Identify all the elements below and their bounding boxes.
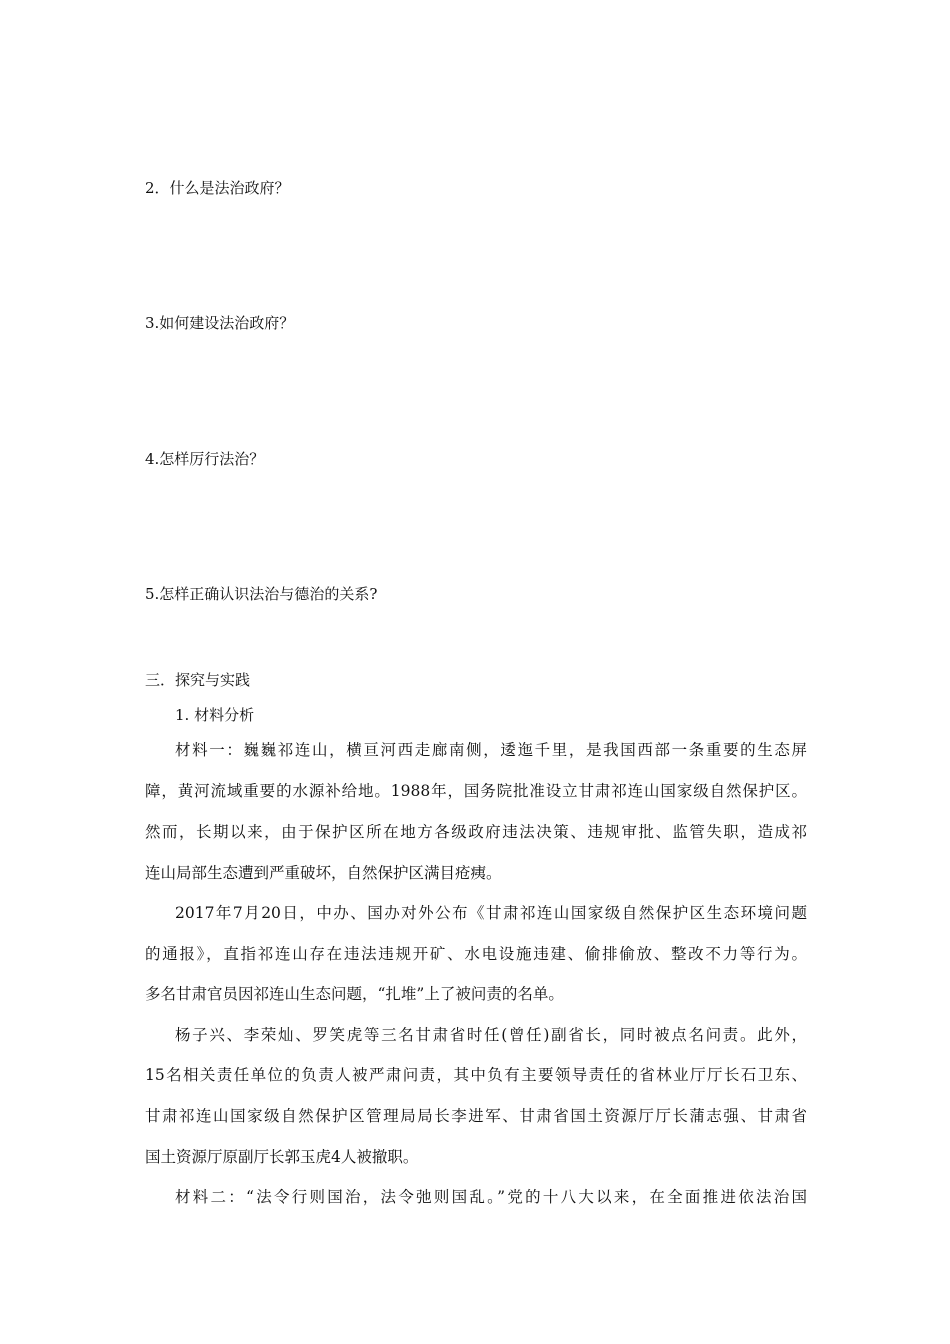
section-subtitle: 1. 材料分析 xyxy=(175,706,255,724)
question-3: 3.如何建设法治政府？ xyxy=(145,314,295,332)
paragraph-3-line-1: 杨子兴、李荣灿、罗笑虎等三名甘肃省时任(曾任)副省长，同时被点名问责。此外， xyxy=(175,1026,807,1044)
question-2: 2．什么是法治政府？ xyxy=(145,179,290,197)
section-title: 三．探究与实践 xyxy=(145,671,251,689)
paragraph-2-line-2: 的通报》，直指祁连山存在违法违规开矿、水电设施违建、偷排偷放、整改不力等行为。 xyxy=(145,945,807,963)
paragraph-3-line-3: 甘肃祁连山国家级自然保护区管理局局长李进军、甘肃省国土资源厅厅长蒲志强、甘肃省 xyxy=(145,1107,807,1125)
paragraph-1-line-4: 连山局部生态遭到严重破坏，自然保护区满目疮痍。 xyxy=(145,864,502,882)
paragraph-2-line-3: 多名甘肃官员因祁连山生态问题，“扎堆”上了被问责的名单。 xyxy=(145,985,564,1003)
paragraph-1-line-1: 材料一：巍巍祁连山，横亘河西走廊南侧，逶迤千里，是我国西部一条重要的生态屏 xyxy=(175,741,807,759)
paragraph-2-line-1: 2017年7月20日，中办、国办对外公布《甘肃祁连山国家级自然保护区生态环境问题 xyxy=(175,904,807,922)
question-5: 5.怎样正确认识法治与德治的关系? xyxy=(145,585,378,603)
paragraph-3-line-2: 15名相关责任单位的负责人被严肃问责，其中负有主要领导责任的省林业厅厅长石卫东、 xyxy=(145,1066,807,1084)
paragraph-1-line-3: 然而，长期以来，由于保护区所在地方各级政府违法决策、违规审批、监管失职，造成祁 xyxy=(145,823,807,841)
paragraph-1-line-2: 障，黄河流域重要的水源补给地。1988年，国务院批准设立甘肃祁连山国家级自然保护区。 xyxy=(145,782,807,800)
question-4: 4.怎样厉行法治？ xyxy=(145,450,265,468)
paragraph-4-line-1: 材料二：“法令行则国治，法令弛则国乱。”党的十八大以来，在全面推进依法治国 xyxy=(175,1188,807,1206)
paragraph-3-line-4: 国土资源厅原副厅长郭玉虎4人被撤职。 xyxy=(145,1148,419,1166)
